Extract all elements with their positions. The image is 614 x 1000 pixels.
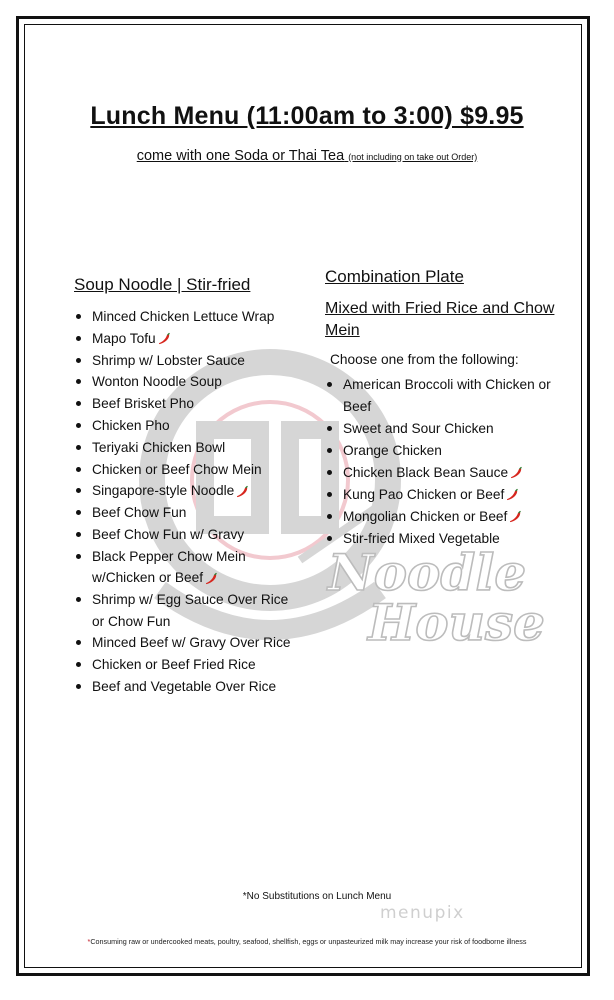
- combination-plate-item: [325, 528, 555, 550]
- chili-pepper-icon: [158, 333, 171, 345]
- soup-noodle-item-label: Beef Chow Fun w/ Gravy: [92, 526, 245, 542]
- combination-plate-list: [325, 374, 555, 550]
- combination-plate-item: [325, 374, 555, 417]
- soup-noodle-item-label: Beef and Vegetable Over Rice: [92, 678, 277, 694]
- soup-noodle-item-label: Chicken or Beef Fried Rice: [92, 657, 256, 673]
- page-title: Lunch Menu (11:00am to 3:00) $9.95: [90, 102, 524, 130]
- combination-plate-section: [325, 266, 555, 550]
- combination-plate-item: [325, 440, 555, 462]
- soup-noodle-heading: Soup Noodle | Stir-fried: [74, 275, 251, 294]
- soup-noodle-item: [74, 589, 294, 632]
- combination-plate-item-label: American Broccoli with Chicken or Beef: [343, 377, 551, 414]
- soup-noodle-item-label: Minced Chicken Lettuce Wrap: [92, 309, 275, 324]
- chili-pepper-icon: [236, 486, 249, 498]
- chili-pepper-icon: [510, 467, 523, 479]
- combination-plate-item-label: Kung Pao Chicken or Beef: [343, 486, 505, 502]
- combination-plate-item-label: Chicken Black Bean Sauce: [343, 464, 509, 480]
- soup-noodle-item: [74, 306, 294, 328]
- soup-noodle-list: [74, 306, 294, 697]
- combination-plate-heading: Combination Plate: [325, 267, 464, 286]
- soup-noodle-item-label: Chicken or Beef Chow Mein: [92, 461, 262, 477]
- soup-noodle-item-label: Beef Brisket Pho: [92, 396, 194, 412]
- combination-plate-item-label: Orange Chicken: [343, 442, 442, 458]
- soup-noodle-item-label: Black Pepper Chow Mein w/Chicken or Beef: [92, 548, 246, 586]
- combination-plate-item: [325, 418, 555, 440]
- soup-noodle-item-label: Teriyaki Chicken Bowl: [92, 439, 226, 455]
- soup-noodle-item: [74, 632, 294, 654]
- soup-noodle-item-label: Chicken Pho: [92, 417, 170, 433]
- menupix-watermark: menupix: [380, 903, 465, 923]
- subtitle: [0, 148, 614, 164]
- combination-plate-item: [325, 462, 555, 484]
- soup-noodle-item: [74, 480, 294, 502]
- soup-noodle-item: [74, 415, 294, 437]
- soup-noodle-item: [74, 654, 294, 676]
- soup-noodle-item: [74, 502, 294, 524]
- soup-noodle-item: [74, 676, 294, 698]
- soup-noodle-item: [74, 546, 294, 589]
- combination-plate-item-label: Sweet and Sour Chicken: [343, 420, 494, 436]
- choose-instruction: Choose one from the following:: [330, 352, 519, 367]
- combination-plate-item-label: Mongolian Chicken or Beef: [343, 508, 508, 524]
- soup-noodle-section: [74, 274, 294, 698]
- chili-pepper-icon: [506, 489, 519, 501]
- disclaimer-text: Consuming raw or undercooked meats, poultry, seafood, shellfish, eggs or unpasteurized milk may increase your risk of foodborne illness: [90, 937, 527, 946]
- logo-house-text: House: [368, 593, 545, 652]
- soup-noodle-item: [74, 459, 294, 481]
- soup-noodle-item: [74, 524, 294, 546]
- soup-noodle-item-label: Mapo Tofu: [92, 330, 156, 346]
- logo-noodle-text: Noodle: [328, 543, 527, 602]
- soup-noodle-item-label: Shrimp w/ Lobster Sauce: [92, 352, 245, 368]
- combination-plate-subheading: Mixed with Fried Rice and Chow Mein: [325, 300, 555, 339]
- combination-plate-item: [325, 506, 555, 528]
- soup-noodle-item: [74, 393, 294, 415]
- soup-noodle-item: [74, 437, 294, 459]
- soup-noodle-item: [74, 350, 294, 372]
- combination-plate-item-label: Stir-fried Mixed Vegetable: [343, 531, 500, 547]
- soup-noodle-item-label: Wonton Noodle Soup: [92, 374, 222, 390]
- soup-noodle-item-label: Minced Beef w/ Gravy Over Rice: [92, 635, 291, 651]
- subtitle-main: come with one Soda or Thai Tea: [136, 148, 345, 164]
- chili-pepper-icon: [205, 573, 218, 585]
- soup-noodle-item-label: Beef Chow Fun: [92, 505, 187, 521]
- no-substitutions-note: *No Substitutions on Lunch Menu: [242, 891, 392, 902]
- disclaimer-star: *: [87, 937, 91, 946]
- foodborne-illness-disclaimer: [0, 937, 614, 946]
- soup-noodle-item-label: Singapore-style Noodle: [92, 483, 235, 499]
- soup-noodle-item: [74, 371, 294, 393]
- soup-noodle-item: [74, 328, 294, 350]
- soup-noodle-item-label: Shrimp w/ Egg Sauce Over Rice or Chow Fun: [92, 592, 289, 629]
- subtitle-note: (not including on take out Order): [348, 152, 478, 162]
- combination-plate-item: [325, 484, 555, 506]
- chili-pepper-icon: [509, 511, 522, 523]
